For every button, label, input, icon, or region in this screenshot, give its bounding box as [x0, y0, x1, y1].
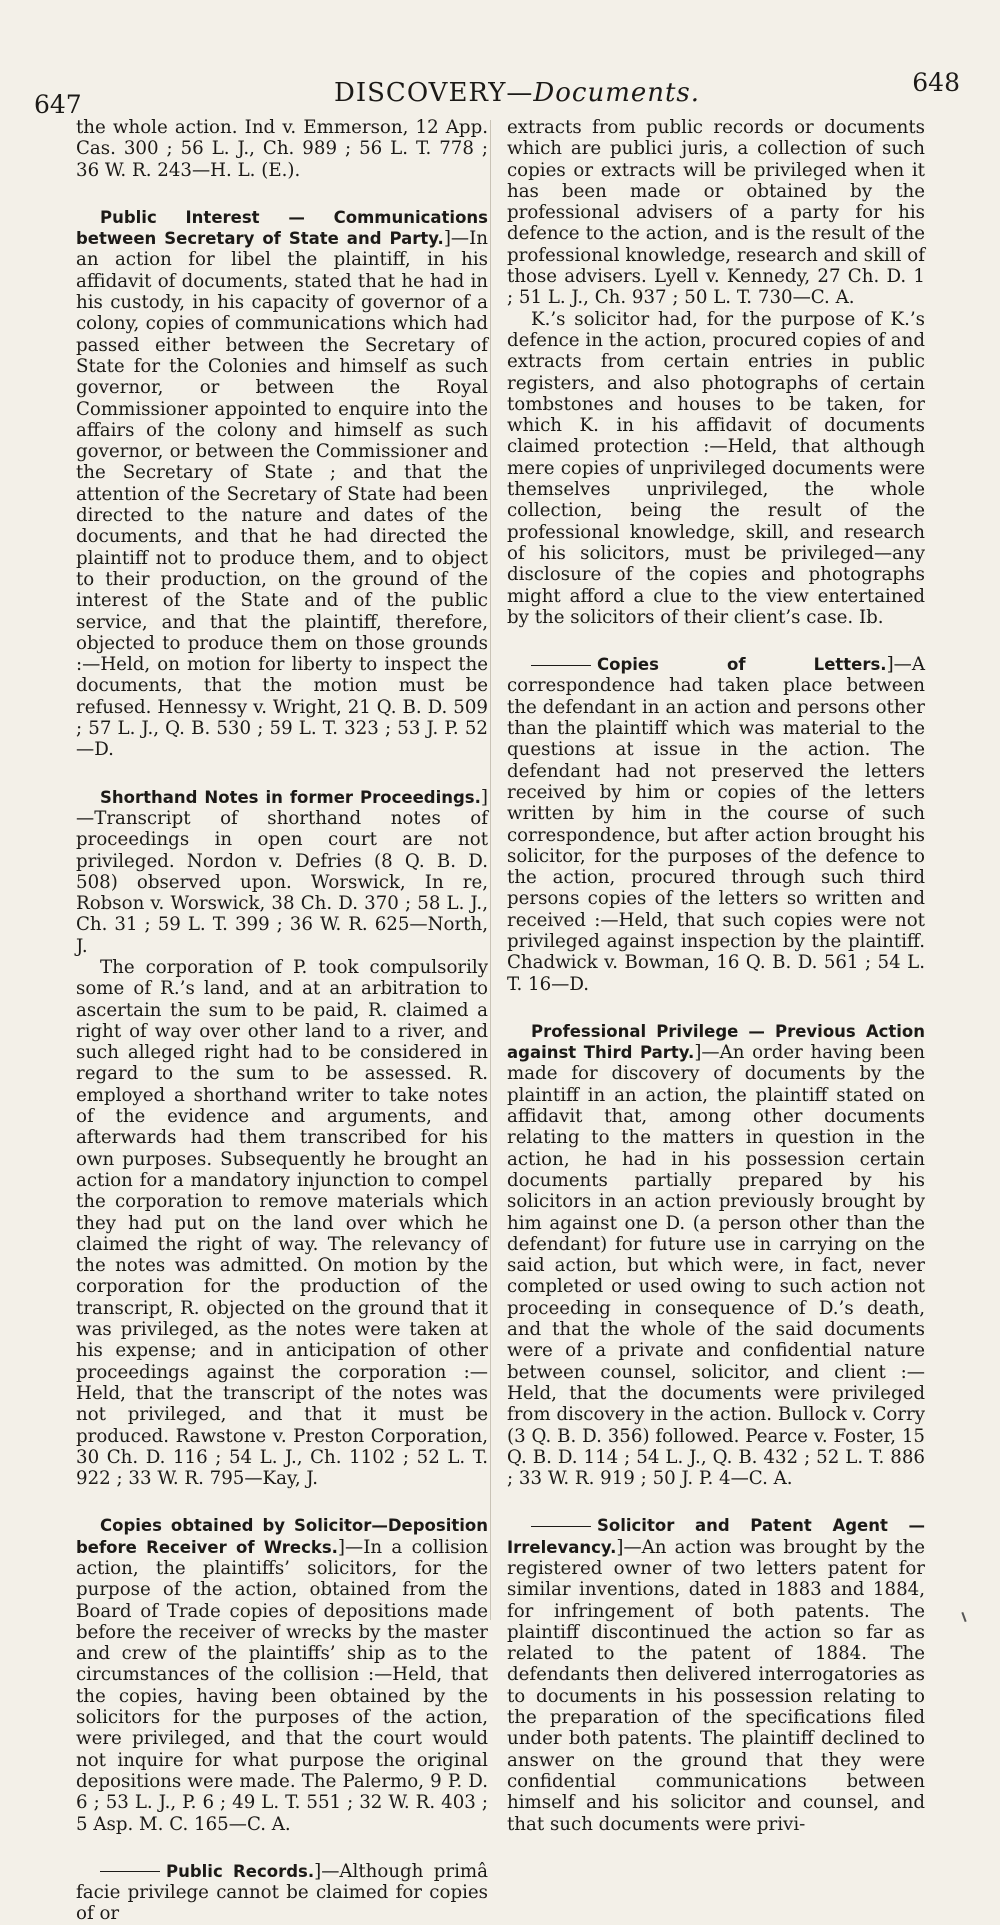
page-header: [34, 68, 960, 118]
entry-copies-solicitor: [76, 1515, 488, 1834]
entry-heading: Public Interest — Communications between Secretary of State and Party.: [76, 207, 488, 249]
entry-heading: Professional Privilege — Previous Action against Third Party.: [507, 1021, 925, 1063]
ink-mark: [961, 1612, 966, 1622]
ditto-dash: [531, 1526, 591, 1527]
right-paragraph-continued: extracts from public records or documents which are publici juris, a collection of such copies or extracts will be privileged when it has been made or obtained by the professional advisers of a party for his defence to the action, and is the result of the professional knowledge, research and skill of those advisers. Lyell v. Kennedy, 27 Ch. D. 1 ; 51 L. J., Ch. 937 ; 50 L. T. 730—C. A.: [507, 117, 925, 309]
entry-heading: Copies obtained by Solicitor—Deposition before Receiver of Wrecks.: [76, 1516, 488, 1557]
right-column: [507, 117, 925, 1835]
entry-public-interest: [76, 207, 488, 761]
ditto-dash: [100, 1871, 160, 1872]
entry-text: ]—An action was brought by the registered owner of two letters patent for similar inventions, dated in 1883 and 1884, for infringement of both patents. The plaintiff discontinued the action so far as related to the patent of 1884. The defendants then delivered interrogatories as to documents in his possession relating to the preparation of the specifications filed under both patents. The plaintiff declined to answer on the ground that they were confidential communications between himself and his solicitor and counsel, and that such documents were privi-: [507, 1536, 925, 1835]
entry-copies-letters: [507, 654, 925, 995]
entry-patent-agent: [507, 1515, 925, 1834]
left-paragraph-continued: the whole action. Ind v. Emmerson, 12 App. Cas. 300 ; 56 L. J., Ch. 989 ; 56 L. T. 778 ; 36 W. R. 243—H. L. (E.).: [76, 117, 488, 181]
entry-text: ]—A correspondence had taken place between the defendant in an action and persons other than the plaintiff which was material to the questions at issue in the action. The defendant had not preserved the letters received by him or copies of the letters written by him in the course of such correspondence, but after action brought his solicitor, for the purposes of the defence to the action, procured through such third persons copies of the letters so written and received :—Held, that such copies were not privileged against inspection by the plaintiff. Chadwick v. Bowman, 16 Q. B. D. 561 ; 54 L. T. 16—D.: [507, 654, 925, 995]
entry-text: ]—Transcript of shorthand notes of proceedings in open court are not privileged. Nordon v. Defries (8 Q. B. D. 508) observed upon. Worswick, In re, Robson v. Worswick, 38 Ch. D. 370 ; 58 L. J., Ch. 31 ; 59 L. T. 399 ; 36 W. R. 625—North, J.: [76, 786, 488, 957]
ditto-dash: [531, 665, 591, 666]
running-title: [334, 78, 700, 108]
entry-text: ]—Although primâ facie privilege cannot be claimed for copies of or: [76, 1860, 488, 1925]
entry-heading: Shorthand Notes in former Proceedings.: [100, 787, 481, 807]
column-divider: [490, 120, 491, 1620]
page-number-left: 647: [34, 90, 82, 119]
entry-heading: Solicitor and Patent Agent — Irrelevancy.: [507, 1516, 925, 1557]
entry-heading: Public Records.: [166, 1861, 315, 1881]
entry-text: ]—In an action for libel the plaintiff, in his affidavit of documents, stated that he had in his custody, in his capacity of governor of a colony, copies of communications which had passed either between the Secretary of State for the Colonies and himself as such governor, or between the Royal Commissioner appointed to enquire into the affairs of the colony and himself as such governor, or between the Commissioner and the Secretary of State ; and that the attention of the Secretary of State had been directed to the nature and dates of the documents, and that he had directed the plaintiff not to produce them, and to object to their production, on the ground of the interest of the State and of the public service, and that the plaintiff, therefore, objected to produce them on those grounds :—Held, on motion for liberty to inspect the documents, that the motion must be refused. Hennessy v. Wright, 21 Q. B. D. 509 ; 57 L. J., Q. B. 530 ; 59 L. T. 323 ; 53 J. P. 52—D.: [76, 228, 488, 761]
entry-heading: Copies of Letters.: [597, 655, 887, 675]
right-paragraph-2: K.’s solicitor had, for the purpose of K.’s defence in the action, procured copies of and extracts from certain entries in public registers, and also photographs of certain tombstones and houses to be taken, for which K. in his affidavit of documents claimed protection :—Held, that although mere copies of unprivileged documents were themselves unprivileged, the whole collection, being the result of the professional knowledge, skill, and research of his solicitors, must be privileged—any disclosure of the copies and photographs might afford a clue to the view entertained by the solicitors of their client’s case. Ib.: [507, 308, 925, 628]
running-title-italic: Documents.: [533, 78, 701, 108]
entry-shorthand-notes-2: The corporation of P. took compulsorily some of R.’s land, and at an arbitration to ascertain the sum to be paid, R. claimed a right of way over other land to a river, and such alleged right had to be considered in regard to the sum to be assessed. R. employed a shorthand writer to take notes of the evidence and arguments, and afterwards had them transcribed for his own purposes. Subsequently he brought an action for a mandatory injunction to compel the corporation to remove materials which they had put on the land over which he claimed the right of way. The relevancy of the notes was admitted. On motion by the corporation for the production of the transcript, R. objected on the ground that it was privileged, as the notes were taken at his expense; and in anticipation of other proceedings against the corporation :—Held, that the transcript of the notes was not privileged, and that it must be produced. Rawstone v. Preston Corporation, 30 Ch. D. 116 ; 54 L. J., Ch. 1102 ; 52 L. T. 922 ; 33 W. R. 795—Kay, J.: [76, 956, 488, 1490]
entry-public-records: [76, 1861, 488, 1925]
running-title-main: DISCOVERY—: [334, 78, 534, 108]
left-column: [76, 117, 488, 1925]
entry-text: ]—In a collision action, the plaintiffs’ solicitors, for the purpose of the action, obtained from the Board of Trade copies of depositions made before the receiver of wrecks by the master and crew of the plaintiffs’ ship as to the circumstances of the collision :—Held, that the copies, having been obtained by the solicitors for the purposes of the action, were privileged, and that the court would not inquire for what purpose the original depositions were made. The Palermo, 9 P. D. 6 ; 53 L. J., P. 6 ; 49 L. T. 551 ; 32 W. R. 403 ; 5 Asp. M. C. 165—C. A.: [76, 1536, 488, 1835]
page-number-right: 648: [912, 68, 960, 97]
entry-shorthand-notes: [76, 787, 488, 957]
entry-professional-privilege: [507, 1021, 925, 1490]
entry-text: ]—An order having been made for discovery of documents by the plaintiff in an action, the plaintiff stated on affidavit that, among other documents relating to the matters in question in the action, he had in his possession certain documents partially prepared by his solicitors in an action previously brought by him against one D. (a person other than the defendant) for future use in carrying on the said action, but which were, in fact, never completed or used owing to such action not proceeding in consequence of D.’s death, and that the whole of the said documents were of a private and confidential nature between counsel, solicitor, and client :—Held, that the documents were privileged from discovery in the action. Bullock v. Corry (3 Q. B. D. 356) followed. Pearce v. Foster, 15 Q. B. D. 114 ; 54 L. J., Q. B. 432 ; 52 L. T. 886 ; 33 W. R. 919 ; 50 J. P. 4—C. A.: [507, 1042, 926, 1490]
